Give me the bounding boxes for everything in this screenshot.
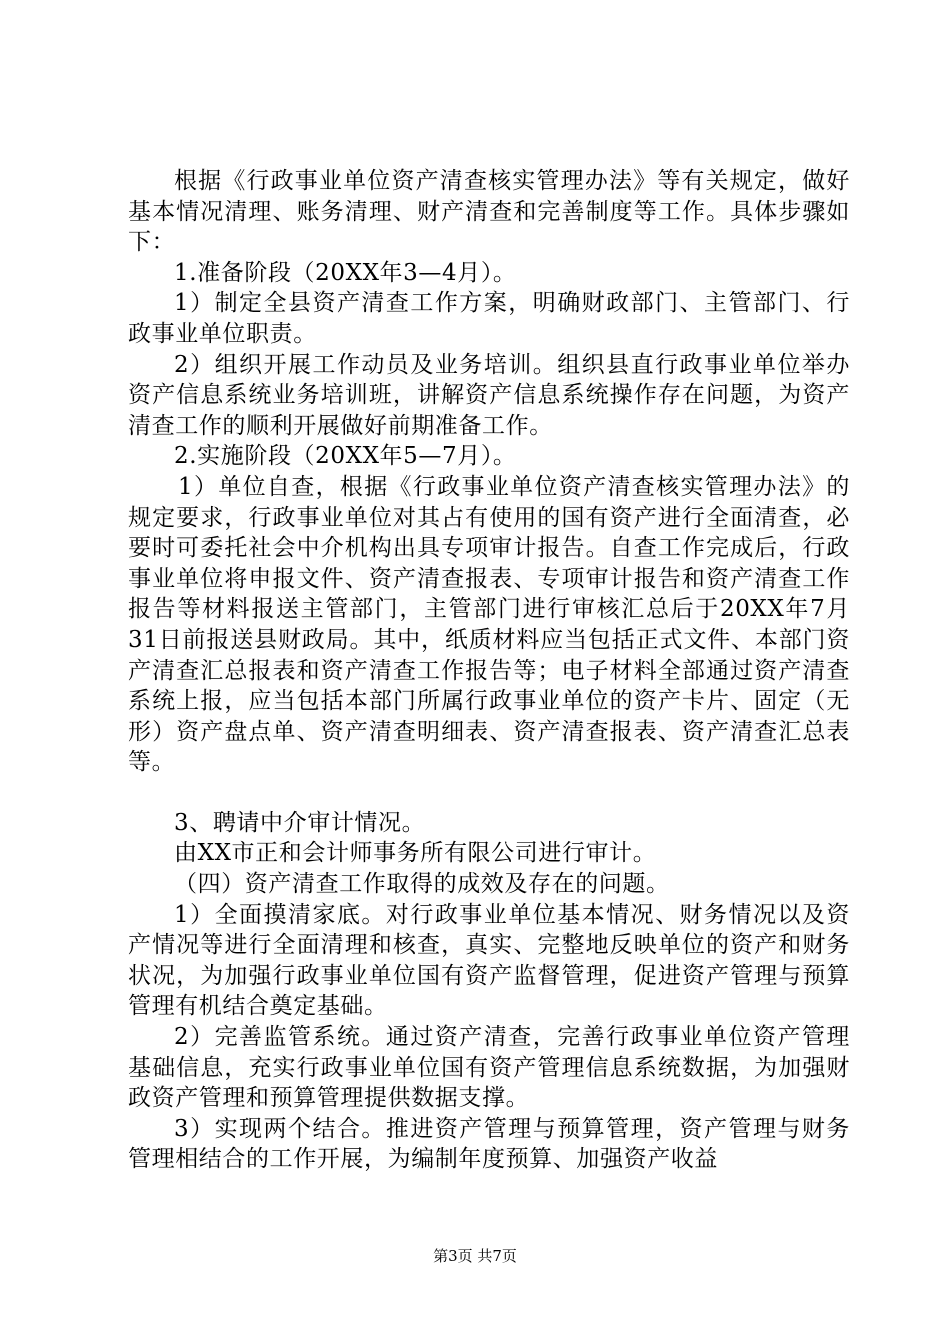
paragraph-prep-step-1: 1）制定全县资产清查工作方案，明确财政部门、主管部门、行政事业单位职责。 (128, 290, 850, 347)
paragraph-audit-firm: 由XX市正和会计师事务所有限公司进行审计。 (174, 840, 657, 867)
paragraph-result-3: 3）实现两个结合。推进资产管理与预算管理，资产管理与财务管理相结合的工作开展，为编制年度预算、加强资产收益 (128, 1115, 850, 1173)
heading-results-and-issues: （四）资产清查工作取得的成效及存在的问题。 (174, 871, 670, 898)
paragraph-impl-step-1: 1）单位自查，根据《行政事业单位资产清查核实管理办法》的规定要求，行政事业单位对其占有使用的国有资产进行全面清查，必要时可委托社会中介机构出具专项审计报告。自查工作完成后，行政事业单位将申报文件、资产清查报表、专项审计报告和资产清查工作报告等材料报送主管部门，主管部门进行审核汇总后于20XX年7月31日前报送县财政局。其中，纸质材料应当包括正式文件、本部门资产清查汇总报表和资产清查工作报告等；电子材料全部通过资产清查系统上报，应当包括本部门所属行政事业单位的资产卡片、固定（无形）资产盘点单、资产清查明细表、资产清查报表、资产清查汇总表等。 (128, 473, 850, 776)
heading-implementation-stage: 2.实施阶段（20XX年5—7月）。 (174, 443, 517, 470)
paragraph-result-2: 2）完善监管系统。通过资产清查，完善行政事业单位资产管理基础信息，充实行政事业单位国有资产管理信息系统数据，为加强财政资产管理和预算管理提供数据支撑。 (128, 1024, 850, 1112)
document-body (128, 166, 850, 1175)
page-number-footer: 第3页 共7页 (433, 1247, 517, 1265)
heading-audit-engagement: 3、聘请中介审计情况。 (174, 809, 426, 836)
heading-preparation-stage: 1.准备阶段（20XX年3—4月）。 (174, 259, 517, 286)
paragraph-intro: 根据《行政事业单位资产清查核实管理办法》等有关规定，做好基本情况清理、账务清理、财产清查和完善制度等工作。具体步骤如下： (128, 168, 850, 256)
paragraph-prep-step-2: 2）组织开展工作动员及业务培训。组织县直行政事业单位举办资产信息系统业务培训班，讲解资产信息系统操作存在问题，为资产清查工作的顺利开展做好前期准备工作。 (128, 351, 850, 439)
paragraph-result-1: 1）全面摸清家底。对行政事业单位基本情况、财务情况以及资产情况等进行全面清理和核查，真实、完整地反映单位的资产和财务状况，为加强行政事业单位国有资产监督管理，促进资产管理与预算管理有机结合奠定基础。 (128, 901, 850, 1020)
